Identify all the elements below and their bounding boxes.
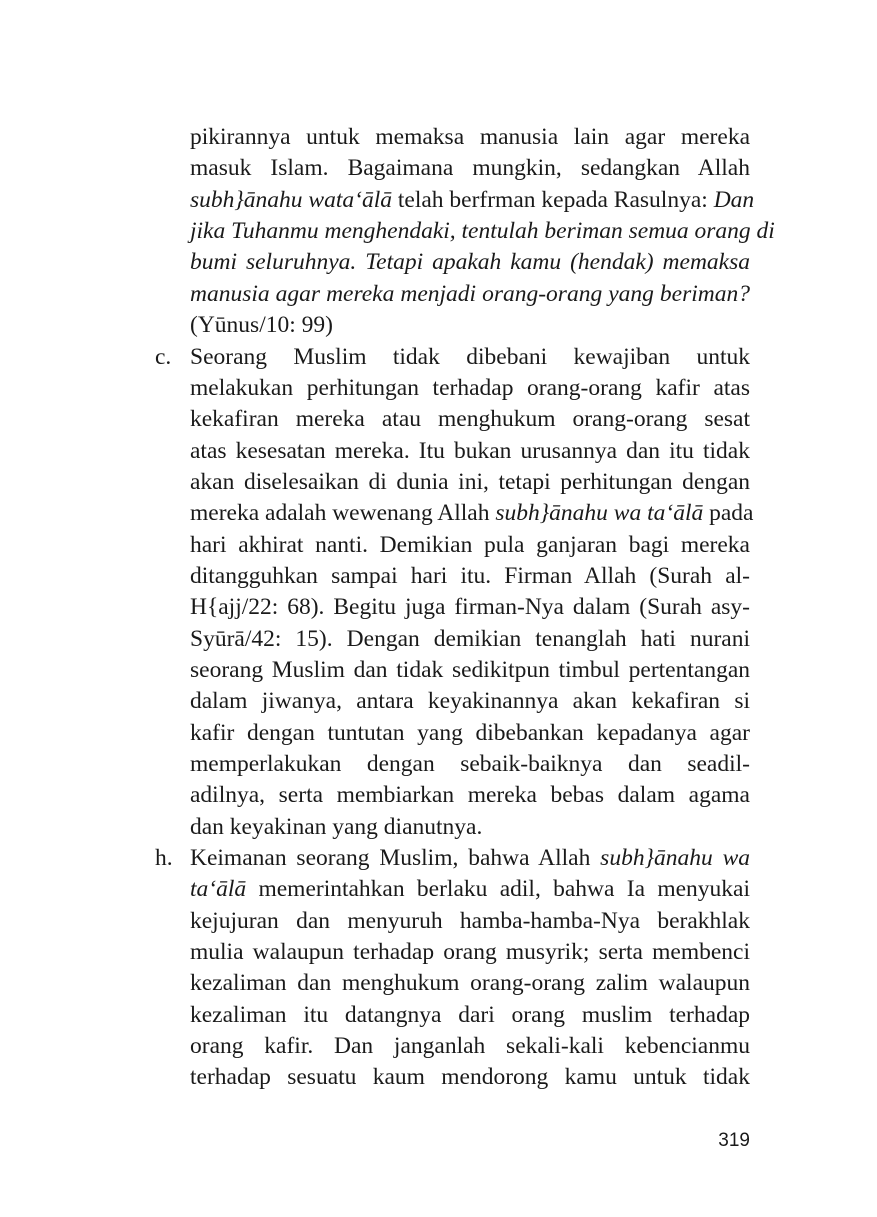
text-line: ditangguhkan sampai hari itu. Firman Allah (Surah al- [190, 563, 750, 589]
quran-quote-line [190, 246, 750, 278]
text-line: kejujuran dan menyuruh hamba-hamba-Nya berakhlak [190, 908, 750, 934]
text-line: Syūrā/42: 15). Dengan demikian tenanglah hati nurani [190, 626, 750, 652]
text-line: akan diselesaikan di dunia ini, tetapi perhitungan dengan [190, 469, 750, 495]
text-line [190, 497, 754, 529]
text-line: kezaliman dan menghukum orang-orang zalim walaupun [190, 970, 750, 996]
transliteration-italic: ta‘ālā [190, 876, 247, 902]
list-marker-h: h. [155, 845, 173, 871]
text-span: pada [703, 500, 754, 526]
quran-quote-line [190, 278, 750, 310]
text-line: kezaliman itu datangnya dari orang muslim terhadap [190, 1002, 750, 1028]
quran-quote-italic: manusia agar mereka menjadi orang-orang yang beriman? [190, 281, 750, 307]
quran-quote-italic: Dan [713, 187, 755, 213]
text-span: memerintahkan berlaku adil, bahwa Ia menyukai [246, 876, 750, 902]
transliteration-italic: subh}ānahu wa [600, 845, 750, 871]
text-line [190, 873, 750, 905]
quran-quote-italic: bumi seluruhnya. Tetapi apakah kamu (hendak) memaksa [190, 249, 750, 275]
text-span: mereka adalah wewenang Allah [190, 500, 496, 526]
text-line: kekafiran mereka atau menghukum orang-orang sesat [190, 406, 750, 432]
text-line: kafir dengan tuntutan yang dibebankan kepadanya agar [190, 720, 750, 746]
transliteration-italic: subh}ānahu wata‘ālā [190, 187, 392, 213]
text-line: adilnya, serta membiarkan mereka bebas dalam agama [190, 782, 750, 808]
page-number: 319 [718, 1130, 750, 1151]
text-line: memperlakukan dengan sebaik-baiknya dan seadil- [190, 751, 750, 777]
text-line: dan keyakinan yang dianutnya. [190, 814, 483, 840]
text-line [190, 184, 755, 216]
text-line: H{ajj/22: 68). Begitu juga firman-Nya dalam (Surah asy- [190, 594, 750, 620]
text-line: orang kafir. Dan janganlah sekali-kali kebencianmu [190, 1033, 750, 1059]
text-line: masuk Islam. Bagaimana mungkin, sedangkan Allah [190, 155, 750, 181]
list-marker-c: c. [155, 344, 172, 370]
text-span: Keimanan seorang Muslim, bahwa Allah [190, 845, 601, 871]
text-line: dalam jiwanya, antara keyakinannya akan kekafiran si [190, 688, 750, 714]
text-line: hari akhirat nanti. Demikian pula ganjaran bagi mereka [190, 532, 750, 558]
text-line: melakukan perhitungan terhadap orang-orang kafir atas [190, 375, 750, 401]
text-line: Seorang Muslim tidak dibebani kewajiban untuk [190, 344, 750, 370]
text-line: pikirannya untuk memaksa manusia lain agar mereka [190, 124, 750, 150]
text-line: seorang Muslim dan tidak sedikitpun timbul pertentangan [190, 657, 750, 683]
text-span: telah berfrman kepada Rasulnya: [391, 187, 714, 213]
quran-quote-italic: jika Tuhanmu menghendaki, tentulah beriman semua orang di [190, 218, 775, 244]
text-line [190, 842, 750, 874]
text-line: mulia walaupun terhadap orang musyrik; serta membenci [190, 939, 750, 965]
citation-line: (Yūnus/10: 99) [190, 312, 333, 338]
text-line: atas kesesatan mereka. Itu bukan urusannya dan itu tidak [190, 438, 750, 464]
text-line: terhadap sesuatu kaum mendorong kamu untuk tidak [190, 1064, 750, 1090]
quran-quote-line [190, 215, 775, 247]
transliteration-italic: subh}ānahu wa ta‘ālā [495, 500, 704, 526]
